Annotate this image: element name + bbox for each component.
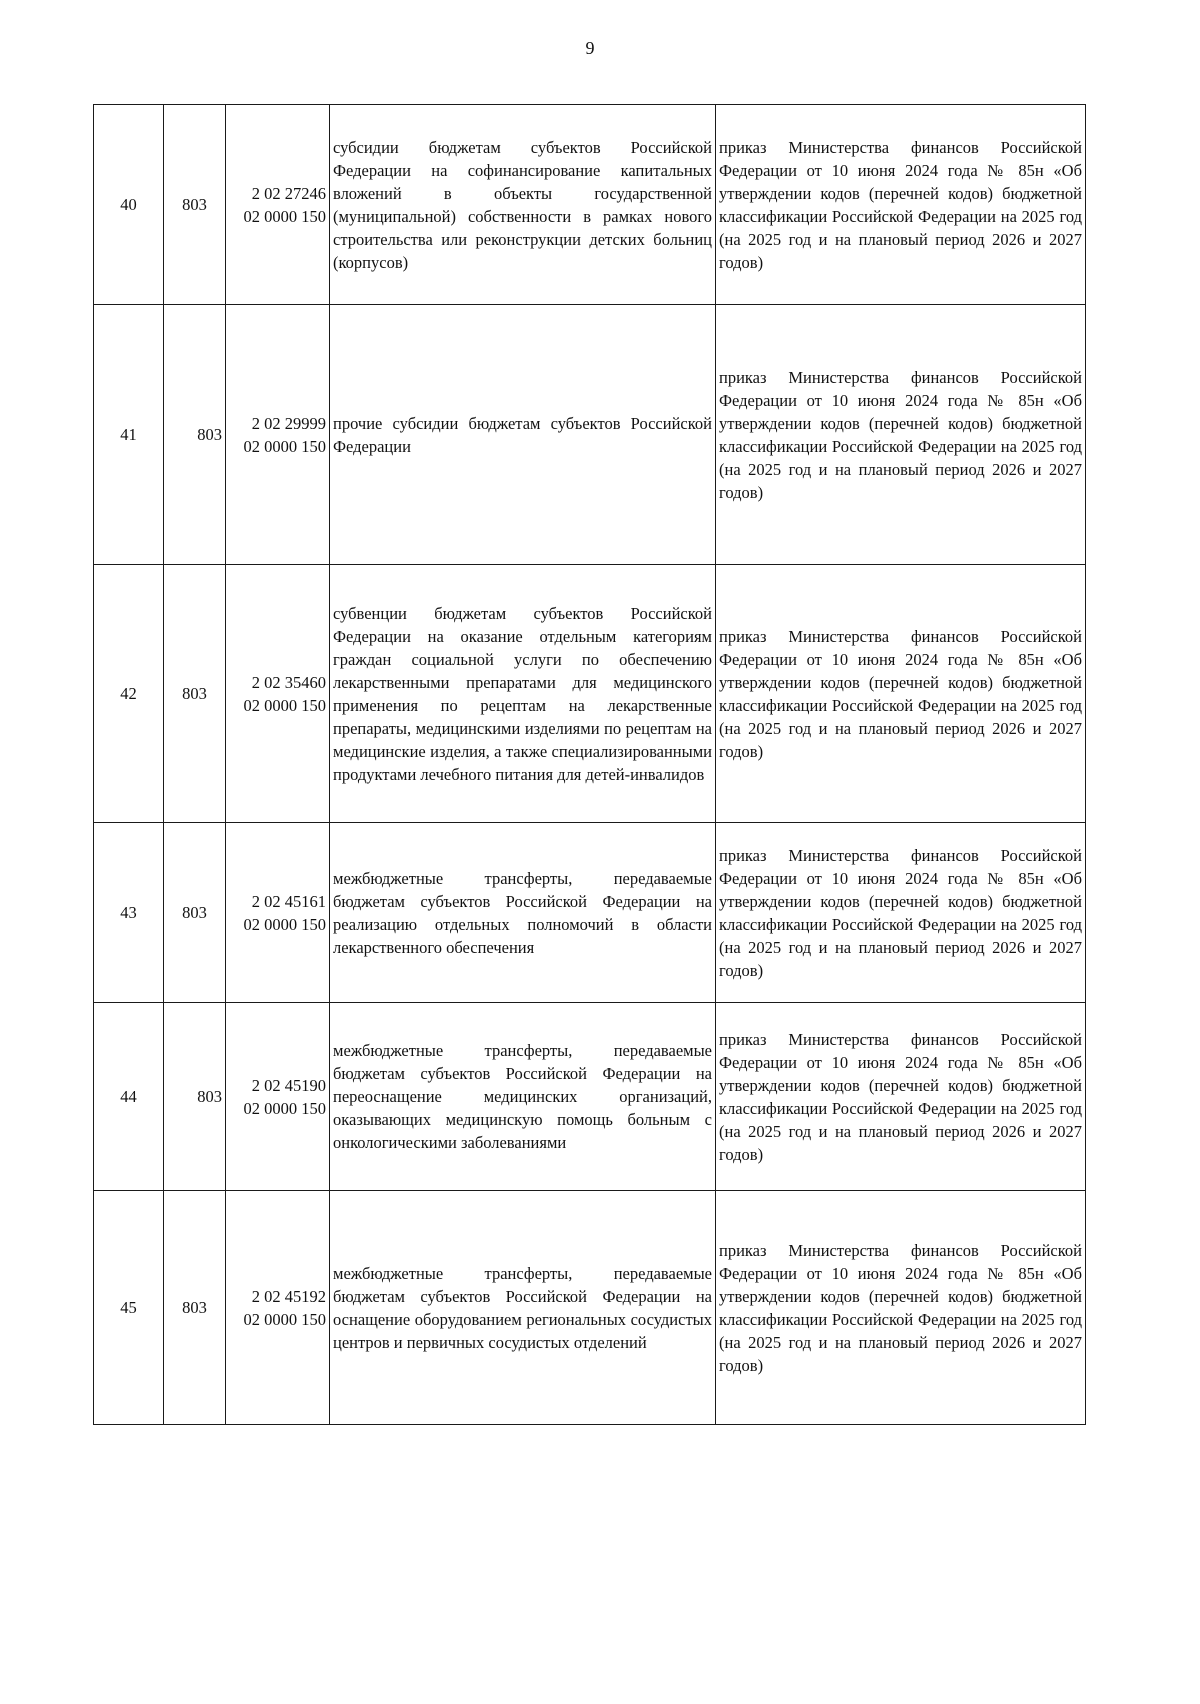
legal-basis-cell: приказ Министерства финансов Российской Федерации от 10 июня 2024 года № 85н «Об утверждении кодов (перечней кодов) бюджетной классификации Российской Федерации на 2025 год (на 2025 год и на плановый период 2026 и 2027 годов) (716, 1003, 1086, 1191)
legal-basis-cell: приказ Министерства финансов Российской Федерации от 10 июня 2024 года № 85н «Об утверждении кодов (перечней кодов) бюджетной классификации Российской Федерации на 2025 год (на 2025 год и на плановый период 2026 и 2027 годов) (716, 105, 1086, 305)
income-name-cell: субвенции бюджетам субъектов Российской Федерации на оказание отдельным категориям граждан социальной услуги по обеспечению лекарственными препаратами для медицинского применения по рецептам на лекарственные препараты, медицинскими изделиями по рецептам на медицинские изделия, а также специализированными продуктами лечебного питания для детей-инвалидов (330, 565, 716, 823)
table-row (94, 1191, 1086, 1425)
budget-code-cell: 2 02 45192 02 0000 150 (226, 1191, 330, 1425)
row-number-cell: 45 (94, 1191, 164, 1425)
table-row (94, 1003, 1086, 1191)
administrator-code-cell: 803 (164, 823, 226, 1003)
table-row (94, 305, 1086, 565)
budget-code-cell: 2 02 45161 02 0000 150 (226, 823, 330, 1003)
administrator-code-cell: 803 (164, 1191, 226, 1425)
income-name-cell: межбюджетные трансферты, передаваемые бюджетам субъектов Российской Федерации на оснащение оборудованием региональных сосудистых центров и первичных сосудистых отделений (330, 1191, 716, 1425)
row-number-cell: 42 (94, 565, 164, 823)
row-number-cell: 44 (94, 1003, 164, 1191)
table-row (94, 105, 1086, 305)
budget-code-cell: 2 02 35460 02 0000 150 (226, 565, 330, 823)
row-number-cell: 41 (94, 305, 164, 565)
administrator-code-cell: 803 (164, 105, 226, 305)
row-number-cell: 43 (94, 823, 164, 1003)
budget-code-cell: 2 02 27246 02 0000 150 (226, 105, 330, 305)
income-name-cell: межбюджетные трансферты, передаваемые бюджетам субъектов Российской Федерации на реализацию отдельных полномочий в области лекарственного обеспечения (330, 823, 716, 1003)
budget-code-cell: 2 02 29999 02 0000 150 (226, 305, 330, 565)
administrator-code-cell: 803 (164, 1003, 226, 1191)
income-name-cell: прочие субсидии бюджетам субъектов Российской Федерации (330, 305, 716, 565)
table-row (94, 565, 1086, 823)
budget-code-cell: 2 02 45190 02 0000 150 (226, 1003, 330, 1191)
legal-basis-cell: приказ Министерства финансов Российской Федерации от 10 июня 2024 года № 85н «Об утверждении кодов (перечней кодов) бюджетной классификации Российской Федерации на 2025 год (на 2025 год и на плановый период 2026 и 2027 годов) (716, 1191, 1086, 1425)
administrator-code-cell: 803 (164, 305, 226, 565)
row-number-cell: 40 (94, 105, 164, 305)
administrator-code-cell: 803 (164, 565, 226, 823)
income-name-cell: межбюджетные трансферты, передаваемые бюджетам субъектов Российской Федерации на переоснащение медицинских организаций, оказывающих медицинскую помощь больным с онкологическими заболеваниями (330, 1003, 716, 1191)
legal-basis-cell: приказ Министерства финансов Российской Федерации от 10 июня 2024 года № 85н «Об утверждении кодов (перечней кодов) бюджетной классификации Российской Федерации на 2025 год (на 2025 год и на плановый период 2026 и 2027 годов) (716, 823, 1086, 1003)
table-row (94, 823, 1086, 1003)
income-name-cell: субсидии бюджетам субъектов Российской Федерации на софинансирование капитальных вложений в объекты государственной (муниципальной) собственности в рамках нового строительства или реконструкции детских больниц (корпусов) (330, 105, 716, 305)
budget-codes-table (93, 104, 1086, 1425)
page-number: 9 (585, 38, 595, 58)
legal-basis-cell: приказ Министерства финансов Российской Федерации от 10 июня 2024 года № 85н «Об утверждении кодов (перечней кодов) бюджетной классификации Российской Федерации на 2025 год (на 2025 год и на плановый период 2026 и 2027 годов) (716, 305, 1086, 565)
legal-basis-cell: приказ Министерства финансов Российской Федерации от 10 июня 2024 года № 85н «Об утверждении кодов (перечней кодов) бюджетной классификации Российской Федерации на 2025 год (на 2025 год и на плановый период 2026 и 2027 годов) (716, 565, 1086, 823)
